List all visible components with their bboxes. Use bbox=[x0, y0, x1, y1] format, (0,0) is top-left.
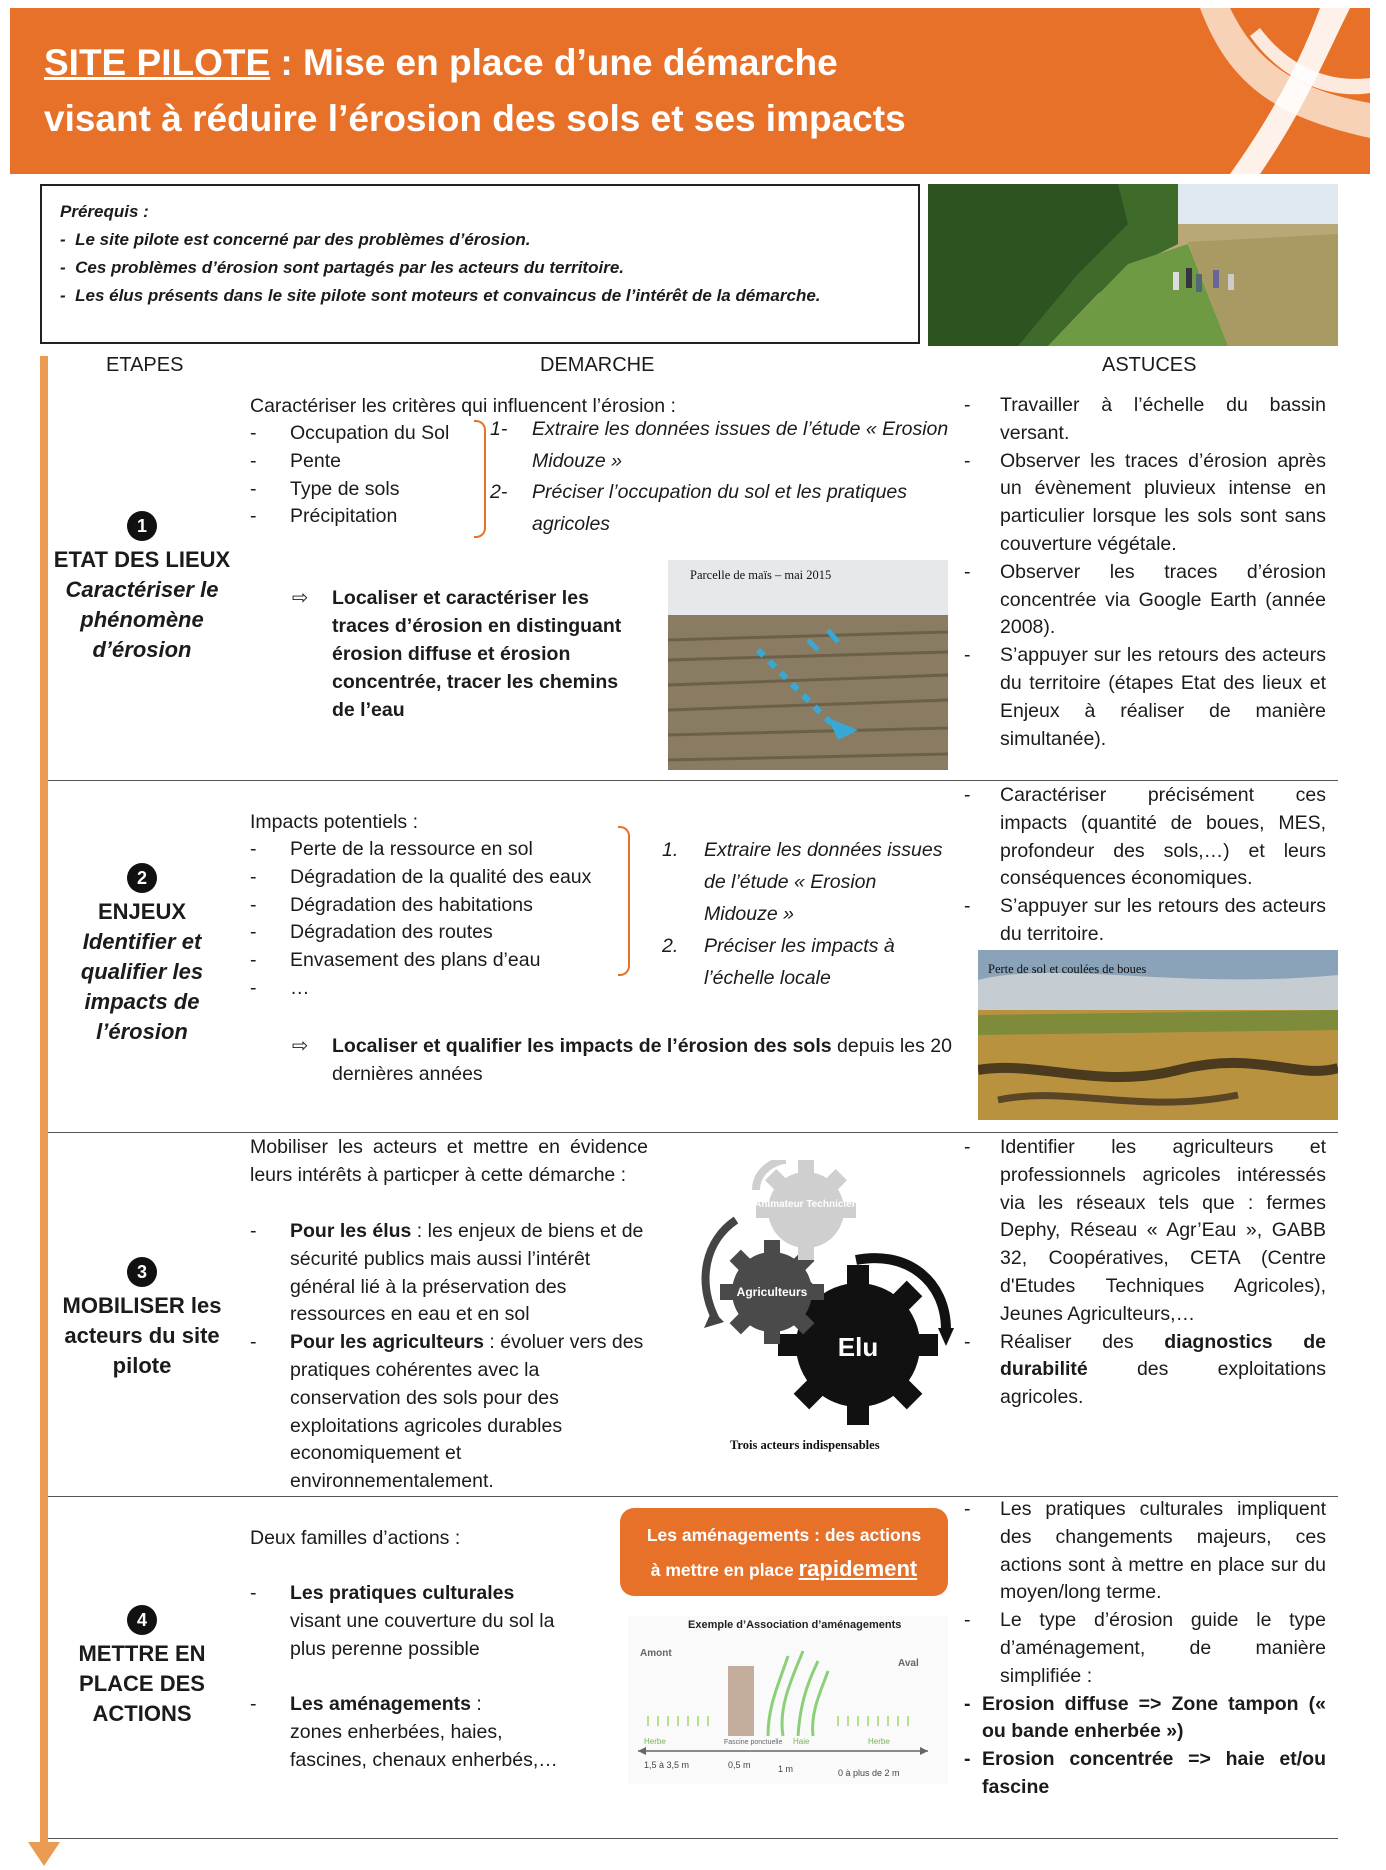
section-divider bbox=[48, 1132, 1338, 1133]
step-1-label bbox=[52, 510, 232, 665]
gear-label-animateur: Animateur Technicien bbox=[754, 1199, 858, 1210]
gear-label-agriculteurs: Agriculteurs bbox=[736, 1285, 808, 1299]
column-header-etapes: ETAPES bbox=[106, 354, 184, 376]
title-line1-rest: : Mise en place d’une démarche bbox=[270, 42, 838, 83]
zone-label: Fascine ponctuelle bbox=[724, 1739, 783, 1746]
step-title: ETAT DES LIEUX bbox=[53, 547, 231, 572]
step-title: ENJEUX bbox=[97, 899, 187, 924]
list-item: - Type de sols bbox=[250, 477, 400, 500]
list-item: - Les pratiques culturales visant une couverture du sol la plus perenne possible bbox=[250, 1582, 555, 1660]
prerequisites-list bbox=[60, 226, 900, 310]
list-item: - Pente bbox=[250, 449, 341, 472]
zone-label: Haie bbox=[793, 1737, 810, 1746]
list-item: 1. Extraire les données issues de l’étude « Erosion Midouze » bbox=[662, 839, 943, 925]
column-header-astuces: ASTUCES bbox=[1102, 354, 1197, 376]
prerequisites-box bbox=[40, 184, 920, 344]
dimension-label: 1 m bbox=[778, 1764, 794, 1774]
brace-icon bbox=[618, 826, 630, 976]
step2-tips bbox=[964, 782, 1326, 949]
tip-item: - Travailler à l’échelle du bassin versant. bbox=[964, 394, 1326, 444]
brace-icon bbox=[474, 420, 486, 538]
step3-list bbox=[250, 1218, 650, 1496]
step-number-badge: 3 bbox=[127, 1257, 157, 1287]
list-item: - Précipitation bbox=[250, 505, 398, 528]
step4-tips bbox=[964, 1496, 1326, 1802]
list-item: - Pour les agriculteurs : évoluer vers des pratiques cohérentes avec la conservation des sols pour des exploitations agricoles durables economiquement et environnementalement. bbox=[250, 1331, 644, 1493]
zone-label: Herbe bbox=[868, 1737, 890, 1746]
logo-swoosh-icon bbox=[1110, 8, 1370, 174]
arrow-icon: ⇨ bbox=[292, 1035, 309, 1057]
step1-criteria-list bbox=[250, 420, 449, 531]
tip-item: - Caractériser précisément ces impacts (quantité de boues, MES, profondeur des sols,…) et leurs conséquences économiques. bbox=[964, 784, 1326, 890]
dimension-label: 0,5 m bbox=[728, 1760, 751, 1770]
list-item: - Perte de la ressource en sol bbox=[250, 838, 533, 860]
list-item: - Occupation du Sol bbox=[250, 422, 450, 444]
list-item: - Les aménagements : zones enherbées, haies, fascines, chenaux enherbés,… bbox=[250, 1693, 558, 1771]
timeline-arrow-line bbox=[40, 356, 48, 1846]
list-item: - Envasement des plans d’eau bbox=[250, 949, 541, 972]
tip-subitem: - Erosion concentrée => haie et/ou fascine bbox=[964, 1748, 1326, 1798]
tip-item: - Observer les traces d’érosion concentrée via Google Earth (année 2008). bbox=[964, 560, 1326, 639]
tip-item: - Identifier les agriculteurs et professionnels agricoles intéressés via les réseaux tels que : fermes Dephy, Réseau « Agr’Eau », GABB 32, Coopératives, CETA (Centre d'Etudes Techniques Agricoles), Jeunes Agriculteurs,… bbox=[964, 1136, 1326, 1325]
step-4-label bbox=[52, 1604, 232, 1729]
tip-item: - Observer les traces d’érosion après un évènement pluvieux intense en particulier lorsque les sols sont sans couverture végétale. bbox=[964, 449, 1326, 555]
dimension-label: 0 à plus de 2 m bbox=[838, 1768, 900, 1778]
step-subtitle: Caractériser le phénomène d’érosion bbox=[65, 577, 219, 662]
zone-label: Herbe bbox=[644, 1737, 666, 1746]
list-item: - Dégradation des habitations bbox=[250, 893, 533, 916]
step3-tips bbox=[964, 1134, 1326, 1412]
diagram-title: Exemple d’Association d’aménagements bbox=[688, 1619, 902, 1631]
column-header-demarche: DEMARCHE bbox=[540, 354, 655, 376]
dimension-label: 1,5 à 3,5 m bbox=[644, 1760, 690, 1770]
timeline-arrow-head bbox=[28, 1842, 60, 1866]
step-title: METTRE EN PLACE DES ACTIONS bbox=[78, 1641, 206, 1726]
step2-impacts-list bbox=[250, 836, 591, 1003]
callout-line1: Les aménagements : des actions bbox=[646, 1525, 922, 1545]
photo-caption: Perte de sol et coulées de boues bbox=[988, 962, 1147, 976]
title-prefix: SITE PILOTE bbox=[44, 42, 271, 83]
page-title-line1 bbox=[44, 42, 838, 84]
soil-loss-photo bbox=[978, 950, 1338, 1120]
header-banner bbox=[10, 8, 1370, 174]
amenagements-callout bbox=[620, 1508, 948, 1596]
step4-list bbox=[250, 1580, 580, 1775]
photo-caption: Parcelle de maïs – mai 2015 bbox=[690, 568, 832, 582]
aval-label: Aval bbox=[898, 1658, 919, 1669]
step1-key-action: Localiser et caractériser les traces d’érosion en distinguant érosion diffuse et érosion concentrée, tracer les chemins de l’eau bbox=[332, 587, 622, 721]
step-2-label bbox=[52, 862, 232, 1047]
diagram-caption: Trois acteurs indispensables bbox=[730, 1438, 880, 1452]
step1-tips bbox=[964, 392, 1326, 753]
step1-intro: Caractériser les critères qui influencent l’érosion : bbox=[250, 395, 676, 417]
step2-key-action: Localiser et qualifier les impacts de l’érosion des sols depuis les 20 dernières années bbox=[332, 1035, 952, 1085]
step4-intro: Deux familles d’actions : bbox=[250, 1527, 461, 1549]
gear-label-elu: Elu bbox=[837, 1332, 879, 1362]
three-actors-diagram bbox=[676, 1160, 976, 1460]
tip-item: - Réaliser des diagnostics de durabilité des exploitations agricoles. bbox=[964, 1330, 1326, 1409]
step-number-badge: 4 bbox=[127, 1605, 157, 1635]
prerequisites-title: Prérequis : bbox=[60, 202, 149, 221]
tip-item: - Les pratiques culturales impliquent des changements majeurs, ces actions sont à mettre en place sur du moyen/long terme. bbox=[964, 1498, 1326, 1604]
prerequisite-item: - Les élus présents dans le site pilote sont moteurs et convaincus de l’intérêt de la démarche. bbox=[60, 286, 821, 305]
field-visit-photo bbox=[928, 184, 1338, 346]
section-divider bbox=[48, 780, 1338, 781]
prerequisite-item: - Le site pilote est concerné par des problèmes d’érosion. bbox=[60, 230, 531, 249]
tip-subitem: - Erosion diffuse => Zone tampon (« ou bande enherbée ») bbox=[964, 1692, 1326, 1743]
tip-item: - S’appuyer sur les retours des acteurs du territoire. bbox=[964, 895, 1326, 945]
step-subtitle: Identifier et qualifier les impacts de l’érosion bbox=[80, 929, 204, 1044]
prerequisite-item: - Ces problèmes d’érosion sont partagés par les acteurs du territoire. bbox=[60, 258, 624, 277]
amenagements-diagram bbox=[628, 1616, 948, 1784]
step1-actions bbox=[490, 414, 970, 540]
list-item: - Dégradation de la qualité des eaux bbox=[250, 865, 592, 888]
amont-label: Amont bbox=[640, 1648, 672, 1659]
page-title-line2: visant à réduire l’érosion des sols et ses impacts bbox=[44, 98, 906, 139]
list-item: - Pour les élus : les enjeux de biens et de sécurité publics mais aussi l’intérêt général lié à la préservation des ressources en eau et en sol bbox=[250, 1220, 644, 1326]
step-number-badge: 2 bbox=[127, 863, 157, 893]
step-number-badge: 1 bbox=[127, 511, 157, 541]
maize-field-photo bbox=[668, 560, 948, 770]
tip-item: - S’appuyer sur les retours des acteurs du territoire (étapes Etat des lieux et Enjeux à réaliser de manière simultanée). bbox=[964, 644, 1326, 750]
step2-intro: Impacts potentiels : bbox=[250, 811, 418, 833]
step-3-label bbox=[52, 1256, 232, 1381]
list-item: - … bbox=[250, 976, 310, 999]
step2-actions bbox=[662, 834, 952, 994]
list-item: 2- Préciser l’occupation du sol et les pratiques agricoles bbox=[490, 481, 908, 535]
tip-item: - Le type d’érosion guide le type d’aménagement, de manière simplifiée : bbox=[964, 1609, 1326, 1687]
callout-line2: à mettre en place rapidement bbox=[650, 1556, 918, 1581]
arrow-icon: ⇨ bbox=[292, 587, 309, 609]
section-divider bbox=[48, 1838, 1338, 1839]
list-item: 2. Préciser les impacts à l’échelle locale bbox=[662, 935, 895, 989]
list-item: 1- Extraire les données issues de l’étude « Erosion Midouze » bbox=[490, 418, 949, 472]
step3-intro: Mobiliser les acteurs et mettre en évidence leurs intérêts à particper à cette démarche : bbox=[250, 1136, 648, 1186]
list-item: - Dégradation des routes bbox=[250, 921, 493, 944]
step-title: MOBILISER les acteurs du site pilote bbox=[62, 1293, 222, 1378]
